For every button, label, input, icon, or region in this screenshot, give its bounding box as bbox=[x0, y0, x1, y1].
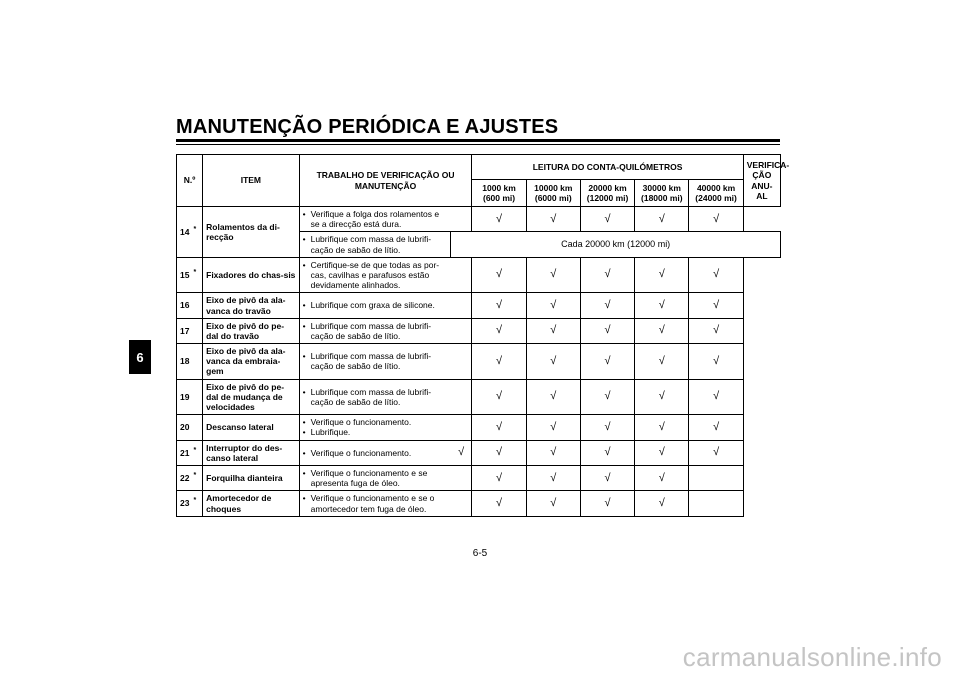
check-cell: √ bbox=[580, 491, 634, 516]
header-item: ITEM bbox=[203, 155, 299, 207]
row-item: Eixo de pivô do pe-dal de mudança de velocidades bbox=[203, 379, 299, 415]
table-row bbox=[177, 293, 781, 318]
check-cell: √ bbox=[635, 293, 689, 318]
bullet: • bbox=[302, 447, 306, 458]
table-row bbox=[177, 491, 781, 516]
row-work bbox=[299, 344, 451, 380]
check-cell bbox=[689, 465, 743, 490]
bullet: • bbox=[302, 493, 306, 504]
table-row bbox=[177, 415, 781, 440]
check-cell-initial: √ bbox=[451, 440, 472, 465]
table-row bbox=[177, 344, 781, 380]
row-work bbox=[299, 207, 451, 232]
star-mark: * bbox=[193, 225, 197, 233]
work-line bbox=[303, 351, 448, 371]
row-number-text: 16 bbox=[180, 300, 190, 311]
maintenance-table bbox=[176, 154, 790, 517]
bullet: • bbox=[302, 259, 306, 270]
row-work bbox=[299, 318, 451, 343]
row-number-text: 21 bbox=[180, 447, 190, 458]
work-line bbox=[303, 321, 448, 341]
work-text: Lubrifique com massa de lubrifi-cação de sabão de lítio. bbox=[310, 234, 432, 255]
row-item: Interruptor do des-canso lateral bbox=[203, 440, 299, 465]
check-cell: √ bbox=[635, 257, 689, 293]
check-cell: √ bbox=[472, 379, 526, 415]
row-number-text: 14 bbox=[180, 226, 190, 237]
header-interval bbox=[580, 180, 634, 207]
row-work bbox=[299, 440, 451, 465]
check-cell: √ bbox=[526, 491, 580, 516]
check-cell: √ bbox=[526, 440, 580, 465]
header-interval bbox=[472, 180, 526, 207]
check-cell-initial bbox=[451, 465, 472, 490]
row-number-text: 18 bbox=[180, 356, 190, 367]
interval-km: 40000 km bbox=[696, 182, 736, 193]
row-item: Eixo de pivô do pe-dal do travão bbox=[203, 318, 299, 343]
row-work bbox=[299, 293, 451, 318]
check-cell: √ bbox=[526, 415, 580, 440]
check-cell: √ bbox=[526, 207, 580, 232]
check-cell: √ bbox=[689, 440, 743, 465]
check-cell: √ bbox=[580, 293, 634, 318]
table-row bbox=[177, 440, 781, 465]
row-number bbox=[177, 465, 203, 490]
work-line bbox=[303, 234, 448, 254]
row-number bbox=[177, 491, 203, 516]
row-number-text: 20 bbox=[180, 422, 190, 433]
check-cell-initial bbox=[451, 293, 472, 318]
row-work bbox=[299, 232, 451, 257]
work-text: Lubrifique com graxa de silicone. bbox=[310, 300, 435, 311]
star-mark: * bbox=[193, 497, 197, 505]
check-cell: √ bbox=[689, 415, 743, 440]
work-line bbox=[303, 209, 448, 229]
check-cell: √ bbox=[472, 293, 526, 318]
work-line bbox=[303, 493, 448, 513]
row-number bbox=[177, 293, 203, 318]
section-tab bbox=[129, 340, 151, 374]
check-cell: √ bbox=[689, 293, 743, 318]
bullet: • bbox=[302, 386, 306, 397]
interval-km: 30000 km bbox=[642, 182, 681, 193]
table-row bbox=[177, 207, 781, 232]
check-cell-initial bbox=[451, 415, 472, 440]
check-cell: √ bbox=[526, 293, 580, 318]
interval-mi: (6000 mi) bbox=[534, 193, 572, 203]
check-cell-initial bbox=[451, 207, 472, 232]
work-text: Verifique o funcionamento. bbox=[310, 447, 412, 458]
check-cell: √ bbox=[580, 257, 634, 293]
check-cell: √ bbox=[526, 257, 580, 293]
work-line bbox=[303, 448, 448, 458]
check-cell-initial bbox=[451, 344, 472, 380]
check-cell: √ bbox=[689, 344, 743, 380]
work-line bbox=[303, 417, 448, 427]
row-number bbox=[177, 318, 203, 343]
table-row bbox=[177, 257, 781, 293]
check-cell: √ bbox=[689, 207, 743, 232]
work-text: Verifique o funcionamento e se o amortecedor tem fuga de óleo. bbox=[310, 493, 435, 514]
section-number: 6 bbox=[136, 349, 144, 365]
bullet: • bbox=[302, 300, 306, 311]
header-interval bbox=[689, 180, 743, 207]
row-item: Fixadores do chas-sis bbox=[203, 257, 299, 293]
interval-note: Cada 20000 km (12000 mi) bbox=[451, 232, 781, 257]
check-cell: √ bbox=[689, 257, 743, 293]
row-number bbox=[177, 344, 203, 380]
row-number-text: 17 bbox=[180, 325, 190, 336]
work-line bbox=[303, 427, 448, 437]
row-number bbox=[177, 207, 203, 258]
check-cell: √ bbox=[526, 344, 580, 380]
watermark: carmanualsonline.info bbox=[682, 642, 942, 672]
check-cell: √ bbox=[580, 440, 634, 465]
check-cell: √ bbox=[472, 257, 526, 293]
work-text: Verifique o funcionamento e se apresenta fuga de óleo. bbox=[310, 467, 428, 489]
work-text: Certifique-se de que todas as por-cas, cavilhas e parafusos estão devidamente alinhados. bbox=[310, 259, 440, 291]
row-work bbox=[299, 257, 451, 293]
check-cell: √ bbox=[472, 440, 526, 465]
bullet: • bbox=[302, 427, 306, 438]
table-row bbox=[177, 318, 781, 343]
row-number bbox=[177, 415, 203, 440]
row-item: Amortecedor de choques bbox=[203, 491, 299, 516]
interval-mi: (600 mi) bbox=[483, 193, 516, 203]
work-text: Verifique o funcionamento. bbox=[310, 417, 412, 428]
page-number: 6-5 bbox=[472, 548, 488, 559]
check-cell: √ bbox=[635, 379, 689, 415]
table-row bbox=[177, 465, 781, 490]
title-rule-thick bbox=[176, 139, 780, 142]
check-cell: √ bbox=[635, 491, 689, 516]
check-cell: √ bbox=[635, 207, 689, 232]
work-text: Lubrifique. bbox=[310, 427, 351, 438]
bullet: • bbox=[302, 320, 306, 331]
interval-mi: (24000 mi) bbox=[695, 193, 737, 203]
row-number bbox=[177, 257, 203, 293]
check-cell bbox=[689, 491, 743, 516]
row-number-text: 22 bbox=[180, 473, 190, 484]
bullet: • bbox=[302, 351, 306, 362]
row-item: Descanso lateral bbox=[203, 415, 299, 440]
work-line bbox=[303, 300, 448, 310]
table-row bbox=[177, 379, 781, 415]
row-item: Eixo de pivô da ala-vanca da embraia-gem bbox=[203, 344, 299, 380]
row-item: Rolamentos da di-recção bbox=[203, 207, 299, 258]
row-work bbox=[299, 491, 451, 516]
check-cell: √ bbox=[689, 379, 743, 415]
interval-mi: (12000 mi) bbox=[586, 193, 629, 203]
check-cell: √ bbox=[580, 465, 634, 490]
work-text: Lubrifique com massa de lubrifi-cação de sabão de lítio. bbox=[310, 320, 432, 341]
bullet: • bbox=[302, 417, 306, 428]
check-cell-initial bbox=[451, 379, 472, 415]
header-num: N.º bbox=[177, 155, 203, 207]
header-interval bbox=[635, 180, 689, 207]
star-mark: * bbox=[193, 268, 197, 276]
check-cell: √ bbox=[526, 379, 580, 415]
check-cell: √ bbox=[635, 344, 689, 380]
bullet: • bbox=[302, 209, 306, 219]
star-mark: * bbox=[193, 446, 197, 454]
row-work bbox=[299, 379, 451, 415]
bullet: • bbox=[302, 234, 306, 245]
check-cell-initial bbox=[451, 318, 472, 343]
check-cell: √ bbox=[580, 379, 634, 415]
check-cell: √ bbox=[472, 415, 526, 440]
check-cell: √ bbox=[580, 344, 634, 380]
check-cell: √ bbox=[472, 207, 526, 232]
check-cell-initial bbox=[451, 491, 472, 516]
work-line bbox=[303, 387, 448, 407]
interval-km: 20000 km bbox=[588, 182, 627, 193]
check-cell: √ bbox=[580, 318, 634, 343]
check-cell: √ bbox=[472, 491, 526, 516]
interval-km: 1000 km bbox=[482, 182, 516, 193]
row-number-text: 23 bbox=[180, 498, 190, 509]
work-text: Lubrifique com massa de lubrifi-cação de sabão de lítio. bbox=[310, 351, 432, 372]
check-cell-initial bbox=[451, 257, 472, 293]
check-cell: √ bbox=[526, 318, 580, 343]
check-cell: √ bbox=[580, 207, 634, 232]
check-cell: √ bbox=[472, 318, 526, 343]
row-work bbox=[299, 465, 451, 490]
row-number bbox=[177, 440, 203, 465]
work-line bbox=[303, 260, 448, 291]
work-text: Lubrifique com massa de lubrifi-cação de sabão de lítio. bbox=[310, 386, 432, 407]
work-text: Verifique a folga dos rolamentos e se a direcção está dura. bbox=[310, 209, 440, 230]
check-cell: √ bbox=[635, 415, 689, 440]
check-cell: √ bbox=[689, 318, 743, 343]
page-title: MANUTENÇÃO PERIÓDICA E AJUSTES bbox=[176, 116, 559, 138]
header-interval bbox=[526, 180, 580, 207]
check-cell: √ bbox=[635, 318, 689, 343]
header-odometer: LEITURA DO CONTA-QUILÓMETROS bbox=[472, 155, 743, 180]
header-work: TRABALHO DE VERIFICAÇÃO OU MANUTENÇÃO bbox=[299, 155, 472, 207]
check-cell: √ bbox=[635, 440, 689, 465]
check-cell: √ bbox=[526, 465, 580, 490]
row-number bbox=[177, 379, 203, 415]
check-cell: √ bbox=[635, 465, 689, 490]
work-line bbox=[303, 468, 448, 488]
header-annual: VERIFICA-ÇÃO ANU-AL bbox=[743, 155, 780, 207]
check-cell: √ bbox=[472, 465, 526, 490]
check-cell: √ bbox=[580, 415, 634, 440]
row-number-text: 19 bbox=[180, 391, 190, 402]
bullet: • bbox=[302, 467, 306, 478]
interval-km: 10000 km bbox=[534, 182, 573, 193]
row-item: Forquilha dianteira bbox=[203, 465, 299, 490]
star-mark: * bbox=[193, 471, 197, 479]
row-work bbox=[299, 415, 451, 440]
interval-mi: (18000 mi) bbox=[641, 193, 683, 203]
row-number-text: 15 bbox=[180, 269, 190, 280]
check-cell: √ bbox=[472, 344, 526, 380]
title-rule-thin bbox=[176, 144, 780, 145]
row-item: Eixo de pivô da ala-vanca do travão bbox=[203, 293, 299, 318]
